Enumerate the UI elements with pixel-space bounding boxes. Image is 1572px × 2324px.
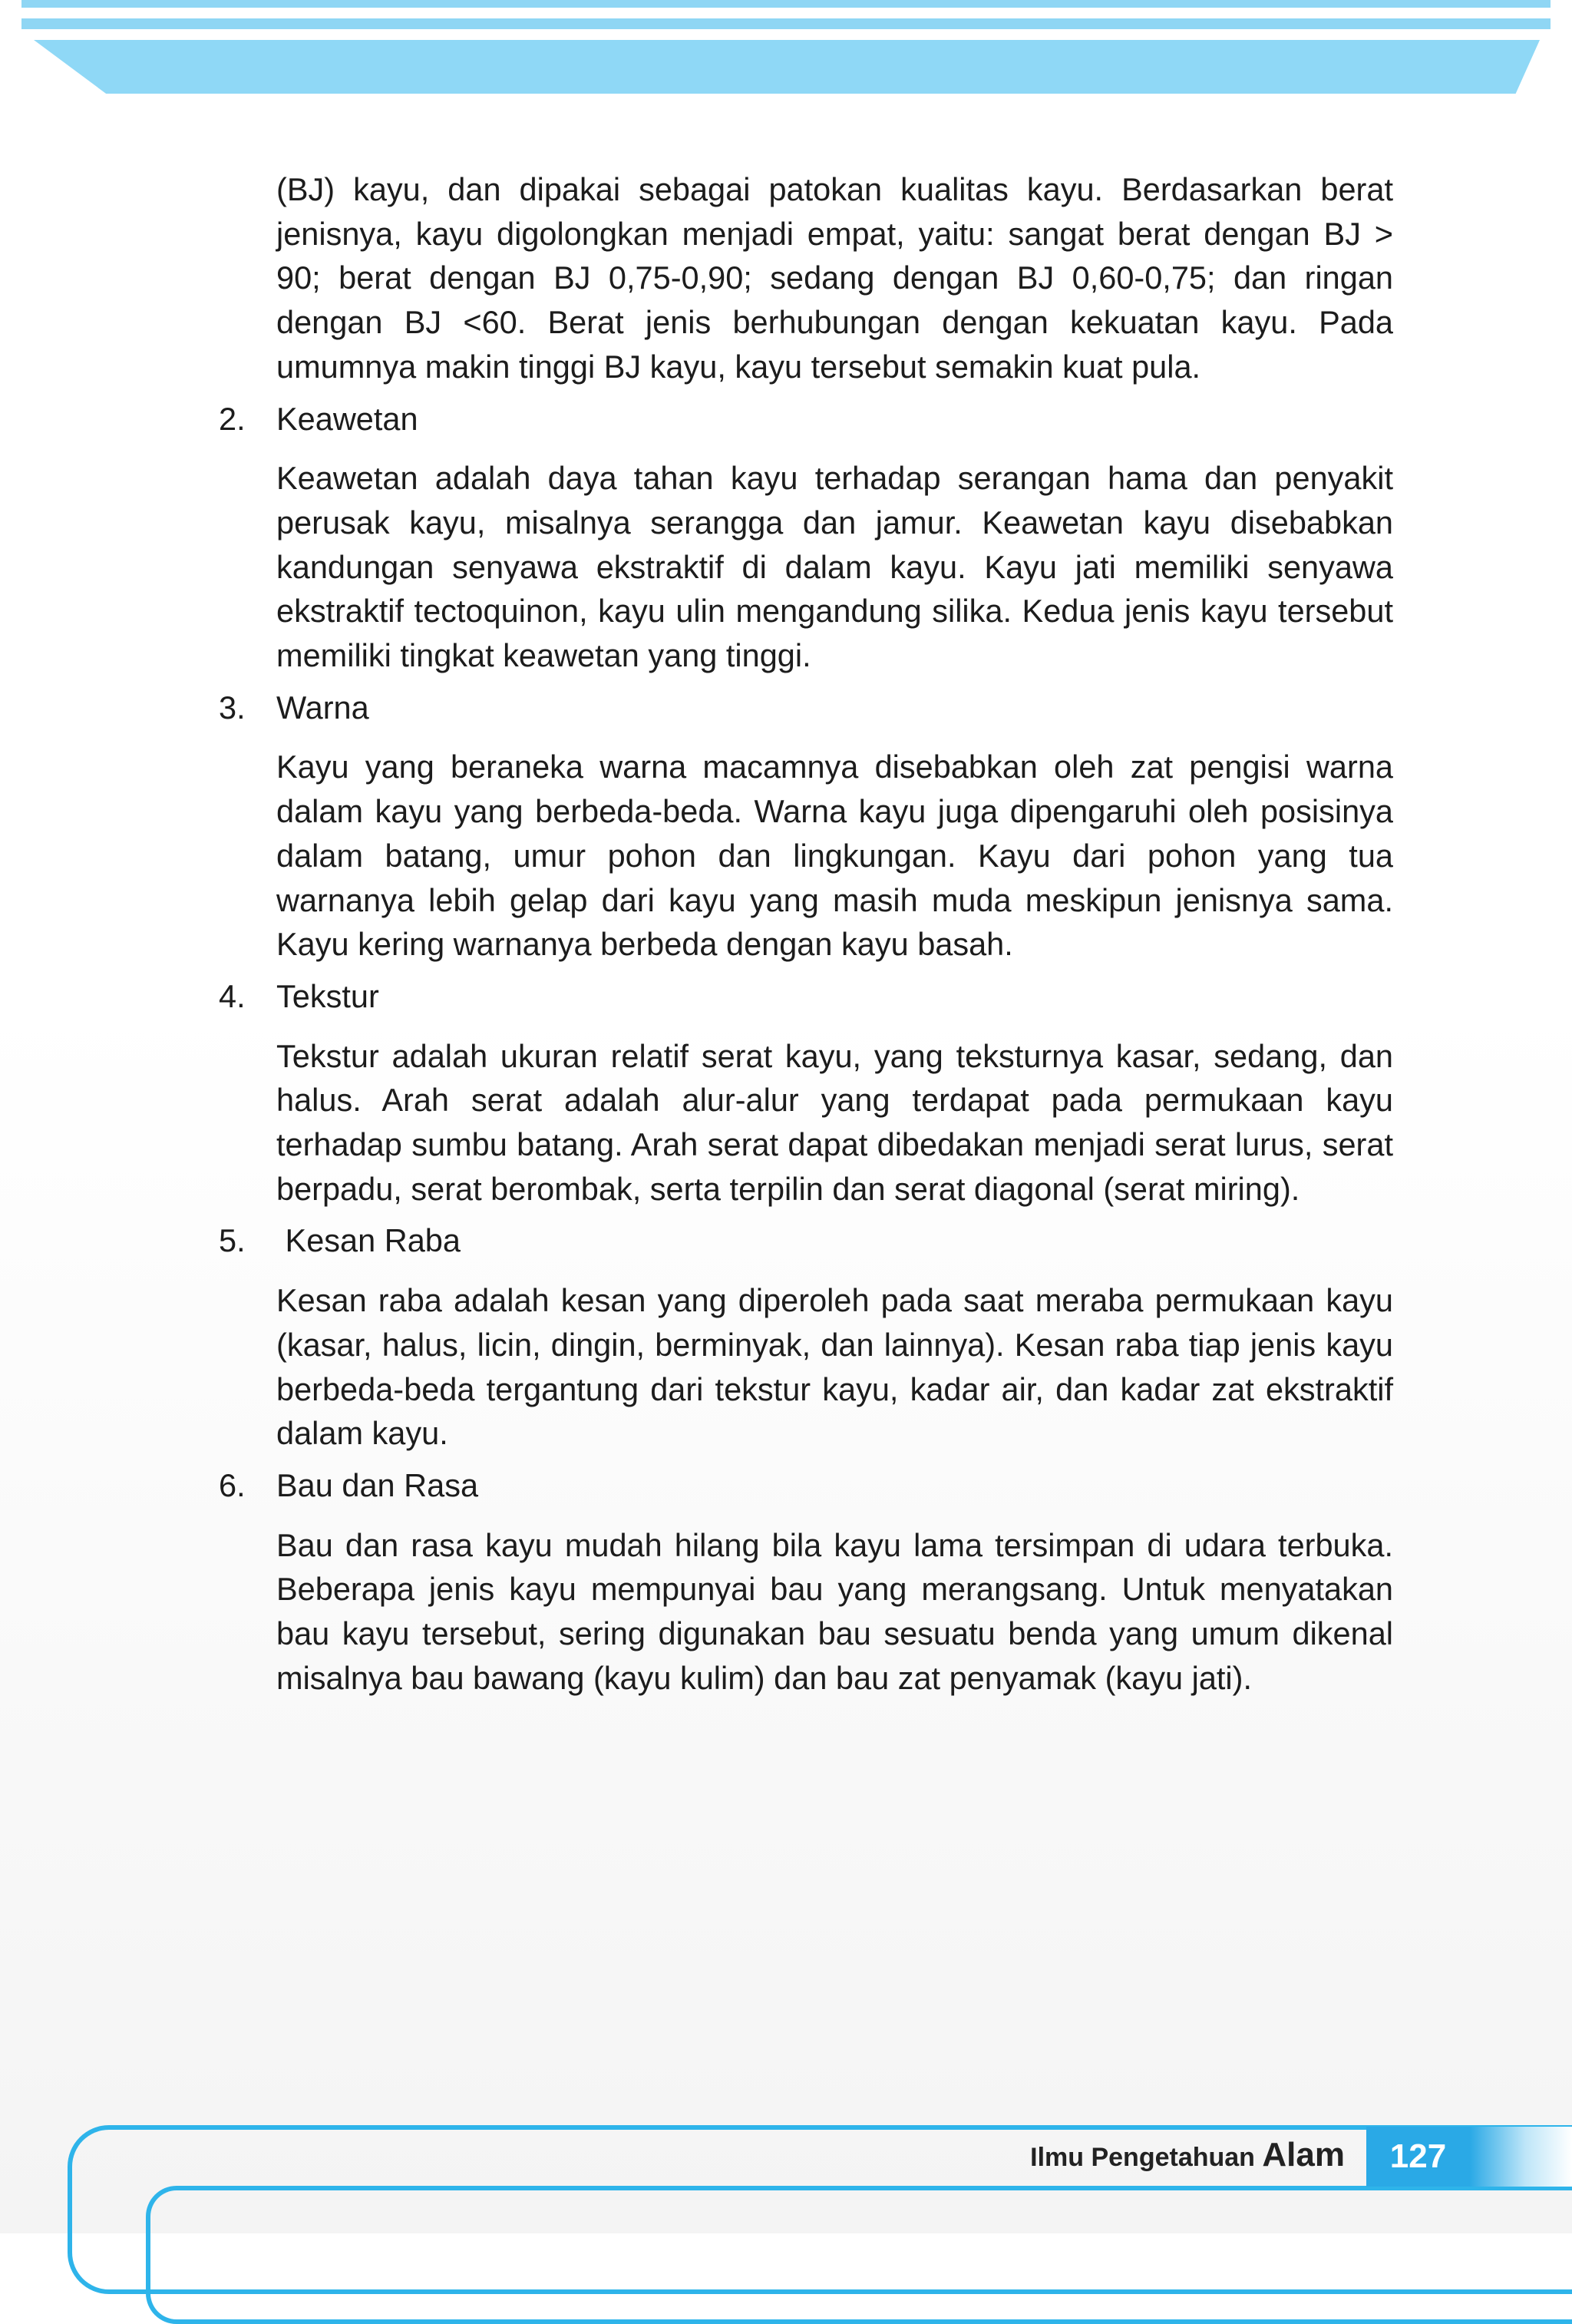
footer-book-title-emphasis: Alam (1262, 2136, 1345, 2174)
list-item-paragraph: Tekstur adalah ukuran relatif serat kayu, yang teksturnya kasar, sedang, dan halus. Arah serat adalah alur-alur yang terdapat pada permukaan kayu terhadap sumbu batang. Arah serat dapat dibedakan menjadi serat lurus, serat berpadu, serat berombak, serta terpilin dan serat diagonal (serat miring). (276, 1037, 1393, 1207)
intro-paragraph: (BJ) kayu, dan dipakai sebagai patokan kualitas kayu. Berdasarkan berat jenisnya, kayu digolongkan menjadi empat, yaitu: sangat berat dengan BJ > 90; berat dengan BJ 0,75-0,90; sedang dengan BJ 0,60-0,75; dan ringan dengan BJ <60. Berat jenis berhubungan dengan kekuatan kayu. Pada umumnya makin tinggi BJ kayu, kayu tersebut semakin kuat pula. (276, 171, 1393, 385)
list-item (219, 1463, 1393, 1701)
list-item-title: Kesan Raba (276, 1222, 461, 1259)
footer-frame-inner (146, 2186, 1572, 2324)
list-item (219, 686, 1393, 967)
list-item-heading (219, 397, 1393, 441)
page-number: 127 (1389, 2137, 1447, 2175)
page-content (219, 167, 1393, 1701)
list-item-paragraph: Bau dan rasa kayu mudah hilang bila kayu lama tersimpan di udara terbuka. Beberapa jenis kayu mempunyai bau yang merangsang. Untuk menyatakan bau kayu tersebut, sering digunakan bau sesuatu benda yang umum dikenal misalnya bau bawang (kayu kulim) dan bau zat penyamak (kayu jati). (276, 1526, 1393, 1696)
list-item-heading (219, 1218, 1393, 1263)
header-band (34, 40, 1540, 94)
page-number-tab-fade (1470, 2127, 1572, 2187)
list-item-title: Bau dan Rasa (276, 1466, 479, 1503)
header-stripe-middle (21, 18, 1551, 29)
list-item-number: 4. (219, 977, 246, 1014)
list-item (219, 1218, 1393, 1456)
footer-book-title-text: Ilmu Pengetahuan (1030, 2143, 1255, 2172)
list-item-paragraph: Kayu yang beraneka warna macamnya disebabkan oleh zat pengisi warna dalam kayu yang berbeda-beda. Warna kayu juga dipengaruhi oleh posisinya dalam batang, umur pohon dan lingkungan. Kayu dari pohon yang tua warnanya lebih gelap dari kayu yang masih muda meskipun jenisnya sama. Kayu kering warnanya berbeda dengan kayu basah. (276, 749, 1393, 963)
list-item-title: Keawetan (276, 400, 418, 437)
list-item-number: 5. (219, 1222, 246, 1259)
list-item-heading (219, 974, 1393, 1019)
list-item (219, 397, 1393, 678)
list-item-title: Warna (276, 689, 369, 726)
list-item (219, 974, 1393, 1212)
list-item-title: Tekstur (276, 977, 379, 1014)
list-item-paragraph: Kesan raba adalah kesan yang diperoleh pada saat meraba permukaan kayu (kasar, halus, licin, dingin, berminyak, dan lainnya). Kesan raba tiap jenis kayu berbeda-beda tergantung dari tekstur kayu, kadar air, dan kadar zat ekstraktif dalam kayu. (276, 1282, 1393, 1452)
list-item-heading (219, 686, 1393, 730)
list-item-number: 6. (219, 1466, 246, 1503)
list-item-heading (219, 1463, 1393, 1508)
header-stripe-top (21, 0, 1551, 8)
list-item-number: 2. (219, 400, 246, 437)
footer-book-title (1030, 2136, 1345, 2174)
list-item-number: 3. (219, 689, 246, 726)
list-item-paragraph: Keawetan adalah daya tahan kayu terhadap serangan hama dan penyakit perusak kayu, misalnya serangga dan jamur. Keawetan kayu disebabkan kandungan senyawa ekstraktif di dalam kayu. Kayu jati memiliki senyawa ekstraktif tectoquinon, kayu ulin mengandung silika. Kedua jenis kayu tersebut memiliki tingkat keawetan yang tinggi. (276, 460, 1393, 674)
